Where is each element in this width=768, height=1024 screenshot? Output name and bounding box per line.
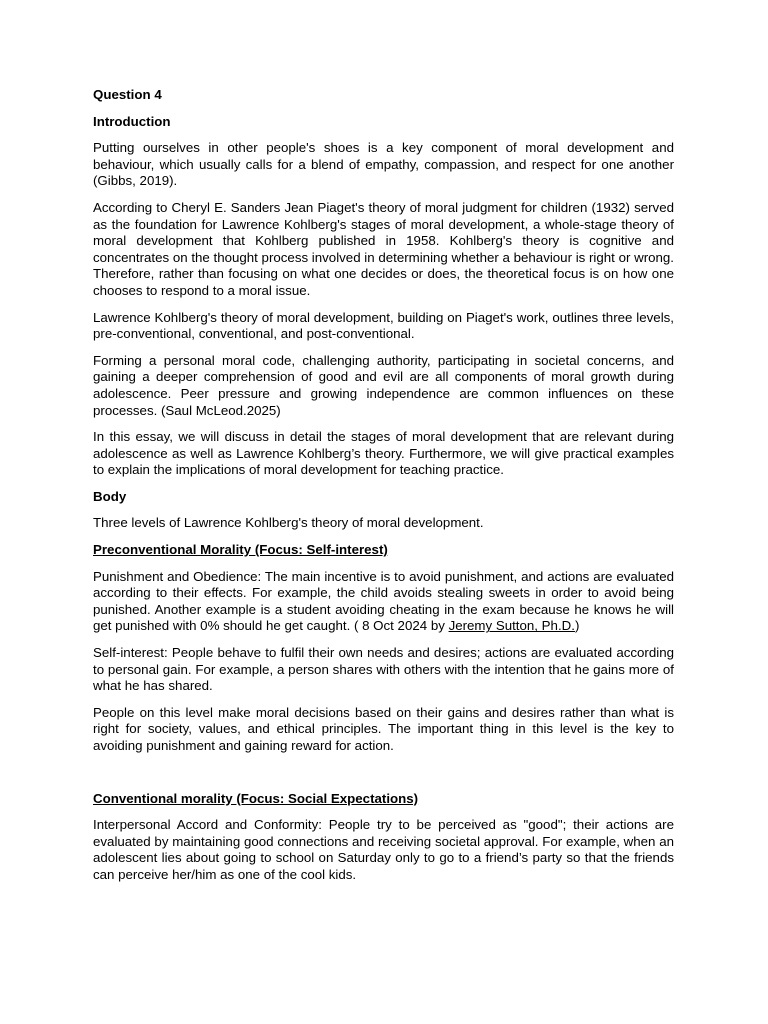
preconventional-heading: Preconventional Morality (Focus: Self-interest) xyxy=(93,542,388,558)
question-title: Question 4 xyxy=(93,87,162,102)
intro-paragraph-3: Lawrence Kohlberg's theory of moral development, building on Piaget's work, outlines three levels, pre-conventional, conventional, and post-conventional. xyxy=(93,309,674,342)
document-page xyxy=(93,87,674,894)
section-spacer xyxy=(93,765,674,791)
intro-paragraph-2: According to Cheryl E. Sanders Jean Piaget's theory of moral judgment for children (1932) served as the foundation for Lawrence Kohlberg's stages of moral development, a whole-stage theory of moral development that Kohlberg published in 1958. Kohlberg's theory is cognitive and concentrates on the thought process involved in determining whether a behaviour is right or wrong. Therefore, rather than focusing on what one decides or does, the theoretical focus is on how one chooses to respond to a moral issue. xyxy=(93,199,674,298)
conventional-heading: Conventional morality (Focus: Social Expectations) xyxy=(93,790,419,806)
intro-paragraph-5: In this essay, we will discuss in detail the stages of moral development that are relevant during adolescence as well as Lawrence Kohlberg’s theory. Furthermore, we will give practical examples to explain the implications of moral development for teaching practice. xyxy=(93,429,674,478)
intro-paragraph-1: Putting ourselves in other people's shoes is a key component of moral development and behaviour, which usually calls for a blend of empathy, compassion, and respect for one another (Gibbs, 2019). xyxy=(93,140,674,189)
introduction-heading: Introduction xyxy=(93,113,171,129)
intro-paragraph-4: Forming a personal moral code, challenging authority, participating in societal concerns, and gaining a deeper comprehension of good and evil are all components of moral growth during adolescence. Peer pressure and growing independence are common influences on these processes. (Saul McLeod.2025) xyxy=(93,352,674,418)
preconventional-paragraph-1-text: Punishment and Obedience: The main incentive is to avoid punishment, and actions are evaluated according to their effects. For example, the child avoids stealing sweets in order to avoid being punished. Another example is a student avoiding cheating in the exam because he knows he will get punished with 0% should he get caught. ( 8 Oct 2024 by xyxy=(93,568,674,634)
preconventional-paragraph-3: People on this level make moral decisions based on their gains and desires rather than what is right for society, values, and ethical principles. The important thing in this level is the key to avoiding punishment and gaining reward for action. xyxy=(93,704,674,753)
body-heading: Body xyxy=(93,488,127,504)
body-intro-paragraph: Three levels of Lawrence Kohlberg's theory of moral development. xyxy=(93,515,484,531)
jeremy-sutton-link[interactable]: Jeremy Sutton, Ph.D. xyxy=(448,618,575,634)
preconventional-paragraph-1-end: ) xyxy=(574,618,580,634)
preconventional-paragraph-2: Self-interest: People behave to fulfil their own needs and desires; actions are evaluated according to personal gain. For example, a person shares with others with the intention that he gains more of what he has shared. xyxy=(93,645,674,694)
conventional-paragraph-1: Interpersonal Accord and Conformity: People try to be perceived as "good"; their actions are evaluated by maintaining good connections and receiving societal approval. For example, when an adolescent lies about going to school on Saturday only to go to a friend’s party so that the friends can perceive her/him as one of the cool kids. xyxy=(93,817,674,882)
preconventional-paragraph-1 xyxy=(93,569,674,635)
